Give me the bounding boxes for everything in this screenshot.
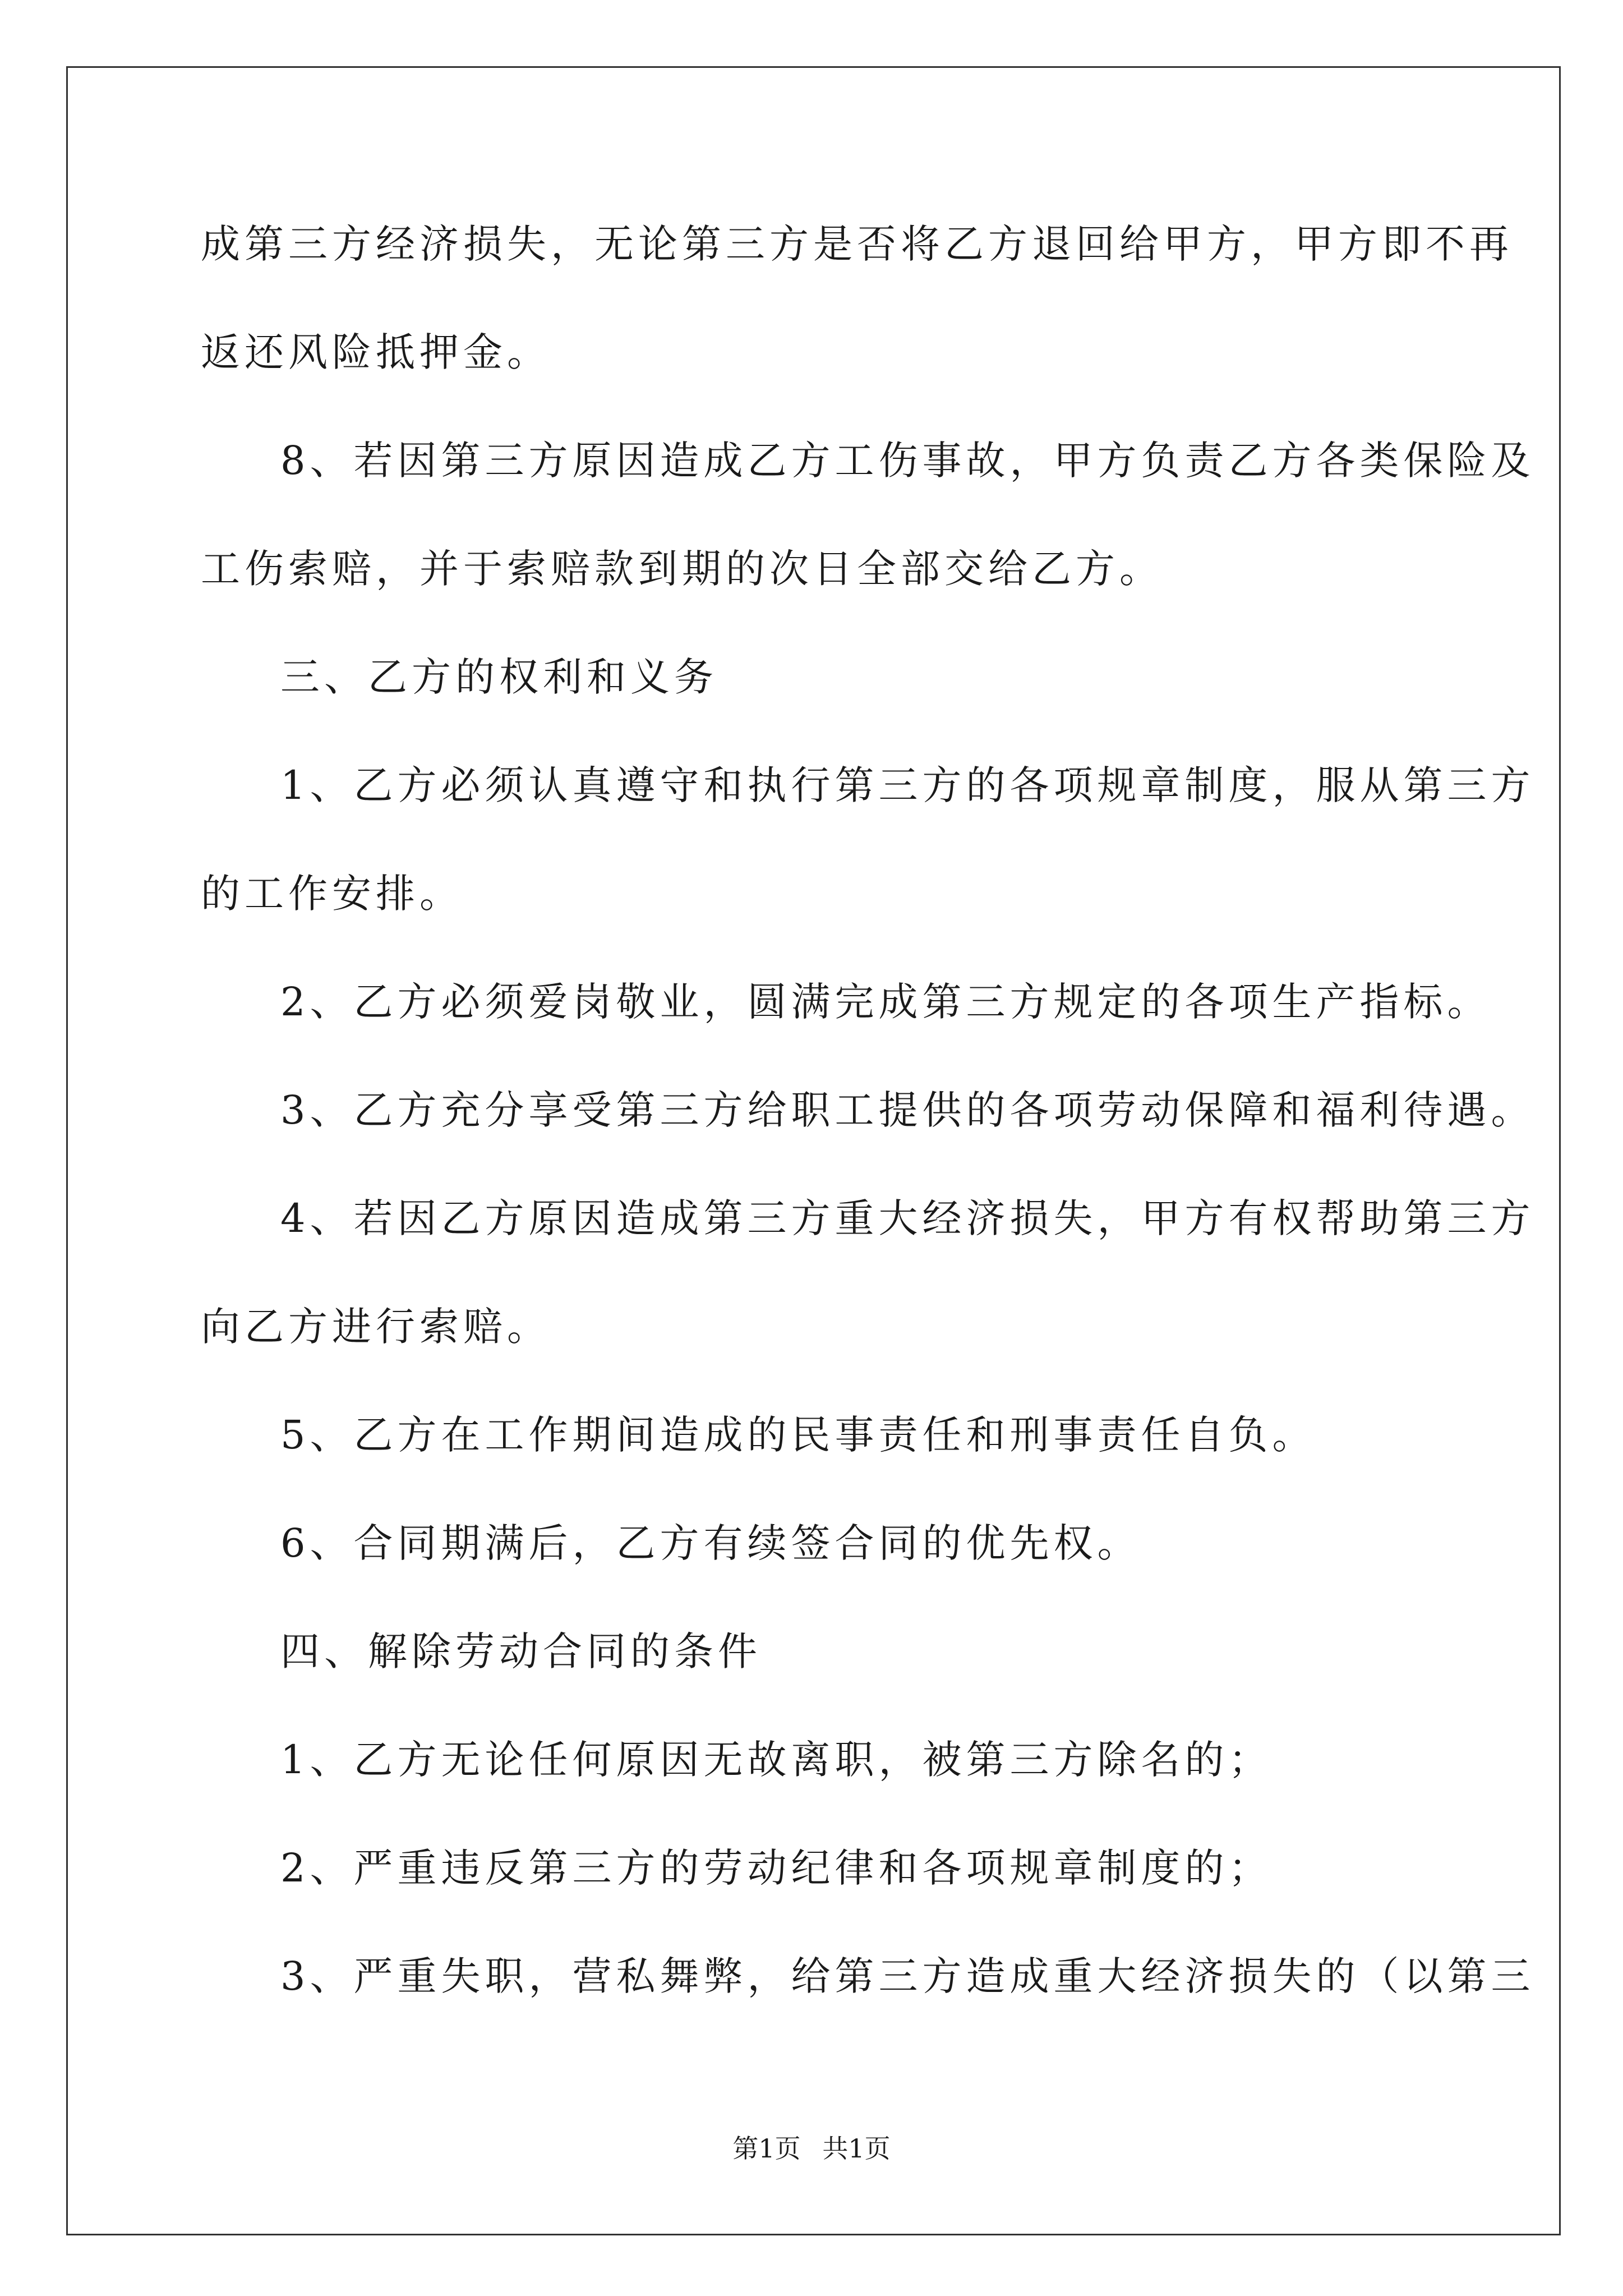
section-heading: 四、解除劳动合同的条件: [280, 1628, 762, 1674]
text-line: 1、乙方必须认真遵守和执行第三方的各项规章制度，服从第三方: [280, 762, 1535, 808]
document-body: [201, 213, 1535, 2054]
text-line: 成第三方经济损失，无论第三方是否将乙方退回给甲方，甲方即不再: [201, 221, 1513, 267]
text-line: 的工作安排。: [201, 871, 463, 917]
text-line: 5、乙方在工作期间造成的民事责任和刑事责任自负。: [280, 1412, 1316, 1458]
text-line: 3、严重失职，营私舞弊，给第三方造成重大经济损失的（以第三: [280, 1953, 1535, 1999]
text-line: 4、若因乙方原因造成第三方重大经济损失，甲方有权帮助第三方: [280, 1195, 1535, 1241]
text-line: 向乙方进行索赔。: [201, 1304, 551, 1350]
section-heading: 三、乙方的权利和义务: [280, 654, 718, 700]
page-footer: [0, 2132, 1623, 2165]
page-number: 第1页: [732, 2133, 801, 2164]
text-line: 2、乙方必须爱岗敬业，圆满完成第三方规定的各项生产指标。: [280, 979, 1491, 1025]
text-line: 8、若因第三方原因造成乙方工伤事故，甲方负责乙方各类保险及: [280, 438, 1535, 484]
text-line: 返还风险抵押金。: [201, 329, 551, 375]
total-pages: 共1页: [822, 2133, 891, 2164]
text-line: 6、合同期满后，乙方有续签合同的优先权。: [280, 1520, 1141, 1566]
text-line: 2、严重违反第三方的劳动纪律和各项规章制度的；: [280, 1845, 1272, 1891]
text-line: 工伤索赔，并于索赔款到期的次日全部交给乙方。: [201, 546, 1163, 592]
text-line: 1、乙方无论任何原因无故离职，被第三方除名的；: [280, 1737, 1272, 1783]
text-line: 3、乙方充分享受第三方给职工提供的各项劳动保障和福利待遇。: [280, 1087, 1535, 1133]
